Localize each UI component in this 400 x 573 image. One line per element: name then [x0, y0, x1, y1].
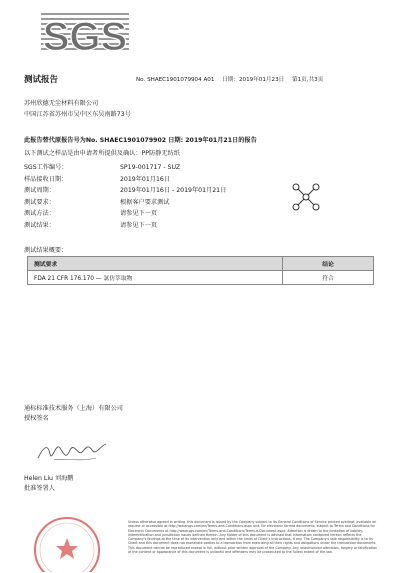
column-header-requirement: 测试要求: [28, 257, 283, 271]
signer-name: Helen Liu 刘海鹏: [24, 475, 74, 482]
signer-title: 批准签署人: [24, 485, 55, 492]
client-block: [24, 98, 131, 120]
info-value: 请参见下一页: [120, 221, 158, 229]
terms-fineprint: [128, 520, 380, 554]
sgs-logo: [41, 9, 129, 59]
info-label: 测试方法：: [24, 210, 55, 218]
molecule-icon: [289, 180, 323, 214]
logo-text: SGS: [42, 15, 128, 59]
summary-table: [27, 256, 374, 285]
info-label: 测试周期：: [24, 187, 55, 195]
signer-org-block: [24, 404, 123, 424]
column-header-conclusion: 结论: [283, 257, 374, 271]
report-meta: [136, 75, 329, 83]
info-label: 测试结果：: [24, 221, 55, 229]
table-header-row: [28, 257, 374, 271]
info-value: SP19-001717 - SUZ: [120, 164, 181, 171]
signer-name-block: [24, 474, 74, 494]
info-value: 2019年01月16日: [120, 175, 171, 183]
company-seal-stamp: [30, 512, 104, 572]
requirement-cell: FDA 21 CFR 176.170 — 氯仿萃取物: [28, 271, 283, 285]
info-value: 2019年01月16日 - 2019年01月21日: [120, 187, 227, 195]
report-number: No. SHAEC1901079904 A01: [136, 77, 215, 83]
report-date: 日期：2019年01月23日: [222, 77, 285, 83]
info-value: 请参见下一页: [120, 210, 158, 218]
client-address: 中国江苏省苏州市吴中区东吴南路73号: [24, 111, 131, 118]
info-label: 样品接收日期：: [24, 175, 68, 183]
replacement-notice: 此报告替代原报告号为No. SHAEC1901079902 日期: 2019年01月21日的报告: [24, 137, 257, 144]
fineprint-paragraph: Unless otherwise agreed in writing, this document is issued by the Company subject to its General Conditions of Service printed overleaf, available on request or accessible at http://www.sgs.com/en/Terms-and-Conditions.aspx and, for electronic format documents, subject to Terms and Conditions for Electronic Documents at http://www.sgs.com/en/Terms-and-Conditions/Terms-e-Document.aspx. Attention is drawn to the limitation of liability, indemnification and jurisdiction issues defined therein. Any holder of this document is advised that information contained hereon reflects the Company's findings at the time of its intervention only and within the limits of Client's instructions, if any. The Company's sole responsibility is to its Client and this document does not exonerate parties to a transaction from exercising all their rights and obligations under the transaction documents. This document cannot be reproduced except in full, without prior written approval of the Company. Any unauthorized alteration, forgery or falsification of the content or appearance of this document is unlawful and offenders may be prosecuted to the fullest extent of the law.: [128, 520, 378, 555]
conclusion-cell: 符合: [283, 271, 374, 285]
info-label: SGS工作编号：: [24, 164, 68, 171]
summary-title: 测试结果概要：: [24, 247, 68, 254]
info-value: 根据客户要求测试: [120, 198, 170, 206]
page-indicator: 第1页,共3页: [292, 77, 324, 83]
signer-role: 授权签名: [24, 415, 49, 422]
client-name: 苏州欣德无尘材料有限公司: [24, 100, 99, 107]
handwritten-signature: [34, 436, 114, 468]
info-label: 测试要求：: [24, 198, 55, 206]
table-row: [28, 271, 374, 285]
sample-intro: 以下测试之样品是由申请者所提供及确认：PP防静无纺纸: [24, 150, 180, 157]
signer-org: 通标标准技术服务（上海）有限公司: [24, 405, 123, 412]
report-title: 测试报告: [24, 75, 59, 85]
